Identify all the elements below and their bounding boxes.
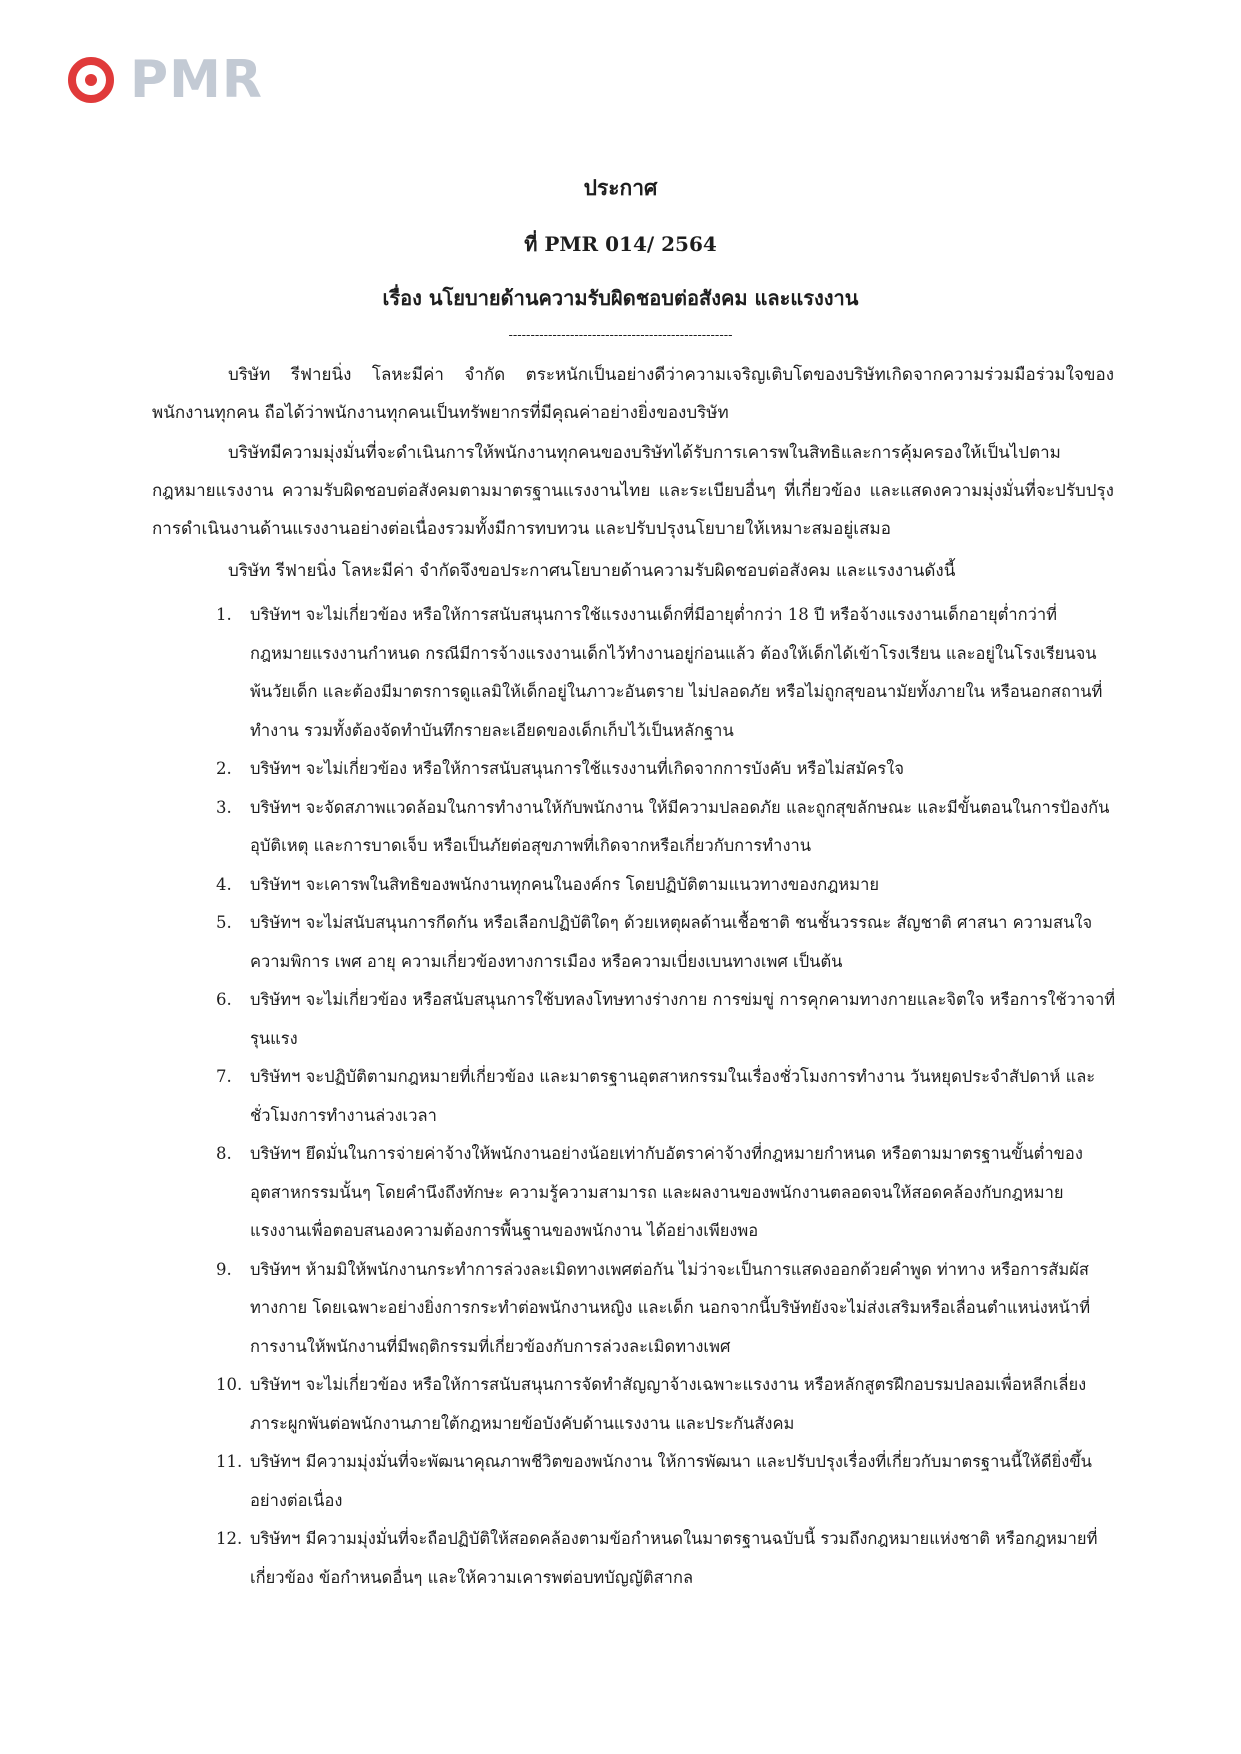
- announcement-number: ที่ PMR 014/ 2564: [524, 232, 717, 256]
- logo-text: PMR: [130, 50, 263, 110]
- list-item: 4. บริษัทฯ จะเคารพในสิทธิของพนักงานทุกคนในองค์กร โดยปฏิบัติตามแนวทางของกฎหมาย: [216, 874, 879, 894]
- announcement-title: ประกาศ: [583, 175, 658, 200]
- divider-line: ---------------------------------------------------: [508, 328, 733, 343]
- list-item: 5. บริษัทฯ จะไม่สนับสนุนการกีดกัน หรือเลือกปฏิบัติใดๆ ด้วยเหตุผลด้านเชื้อชาติ ชนชั้นวรรณะ สัญชาติ ศาสนา ความสนใจ ความพิการ เพศ อายุ ความเกี่ยวข้องทางการเมือง หรือความเบี่ยงเบนทางเพศ เป็นต้น: [216, 913, 1093, 971]
- intro-paragraph: [152, 356, 1114, 432]
- list-item: 9. บริษัทฯ ห้ามมิให้พนักงานกระทำการล่วงละเมิดทางเพศต่อกัน ไม่ว่าจะเป็นการแสดงออกด้วยคำพูด ท่าทาง หรือการสัมผัสทางกาย โดยเฉพาะอย่างยิ่งการกระทำต่อพนักงานหญิง และเด็ก นอกจากนี้บริษัทยังจะไม่ส่งเสริมหรือเลื่อนตำแหน่งหน้าที่การงานให้พนักงานที่มีพฤติกรรมที่เกี่ยวข้องกับการล่วงละเมิดทางเพศ: [216, 1259, 1091, 1356]
- paragraph-text: บริษัท รีฟายนิ่ง โลหะมีค่า จำกัดจึงขอประกาศนโยบายด้านความรับผิดชอบต่อสังคม และแรงงานดังนี้: [228, 561, 956, 581]
- list-item: 3. บริษัทฯ จะจัดสภาพแวดล้อมในการทำงานให้กับพนักงาน ให้มีความปลอดภัย และถูกสุขลักษณะ และมีขั้นตอนในการป้องกันอุบัติเหตุ และการบาดเจ็บ หรือเป็นภัยต่อสุขภาพที่เกิดจากหรือเกี่ยวกับการทำงาน: [216, 797, 1110, 855]
- list-item: 6. บริษัทฯ จะไม่เกี่ยวข้อง หรือสนับสนุนการใช้บทลงโทษทางร่างกาย การข่มขู่ การคุกคามทางกายและจิตใจ หรือการใช้วาจาที่รุนแรง: [216, 990, 1116, 1048]
- list-item: 8. บริษัทฯ ยึดมั่นในการจ่ายค่าจ้างให้พนักงานอย่างน้อยเท่ากับอัตราค่าจ้างที่กฎหมายกำหนด หรือตามมาตรฐานขั้นต่ำของอุตสาหกรรมนั้นๆ โดยคำนึงถึงทักษะ ความรู้ความสามารถ และผลงานของพนักงานตลอดจนให้สอดคล้องกับกฎหมายแรงงานเพื่อตอบสนองความต้องการพื้นฐานของพนักงาน ได้อย่างเพียงพอ: [216, 1144, 1083, 1240]
- list-item: 1. บริษัทฯ จะไม่เกี่ยวข้อง หรือให้การสนับสนุนการใช้แรงงานเด็กที่มีอายุต่ำกว่า 18 ปี หรือจ้างแรงงานเด็กอายุต่ำกว่าที่กฎหมายแรงงานกำหนด กรณีมีการจ้างแรงงานเด็กไว้ทำงานอยู่ก่อนแล้ว ต้องให้เด็กได้เข้าโรงเรียน และอยู่ในโรงเรียนจนพ้นวัยเด็ก และต้องมีมาตรการดูแลมิให้เด็กอยู่ในภาวะอันตราย ไม่ปลอดภัย หรือไม่ถูกสุขอนามัยทั้งภายใน หรือนอกสถานที่ทำงาน รวมทั้งต้องจัดทำบันทึกรายละเอียดของเด็กเก็บไว้เป็นหลักฐาน: [216, 605, 1103, 740]
- list-item: 11. บริษัทฯ มีความมุ่งมั่นที่จะพัฒนาคุณภาพชีวิตของพนักงาน ให้การพัฒนา และปรับปรุงเรื่องที่เกี่ยวกับมาตรฐานนี้ให้ดียิ่งขึ้นอย่างต่อเนื่อง: [216, 1452, 1092, 1510]
- list-item: 7. บริษัทฯ จะปฏิบัติตามกฎหมายที่เกี่ยวข้อง และมาตรฐานอุตสาหกรรมในเรื่องชั่วโมงการทำงาน วันหยุดประจำสัปดาห์ และชั่วโมงการทำงานล่วงเวลา: [216, 1067, 1096, 1125]
- list-item: 12. บริษัทฯ มีความมุ่งมั่นที่จะถือปฏิบัติให้สอดคล้องตามข้อกำหนดในมาตรฐานฉบับนี้ รวมถึงกฎหมายแห่งชาติ หรือกฎหมายที่เกี่ยวข้อง ข้อกำหนดอื่นๆ และให้ความเคารพต่อบทบัญญัติสากล: [216, 1529, 1098, 1587]
- list-item: 2. บริษัทฯ จะไม่เกี่ยวข้อง หรือให้การสนับสนุนการใช้แรงงานที่เกิดจากการบังคับ หรือไม่สมัครใจ: [216, 759, 904, 778]
- list-item: 10. บริษัทฯ จะไม่เกี่ยวข้อง หรือให้การสนับสนุนการจัดทำสัญญาจ้างเฉพาะแรงงาน หรือหลักสูตรฝึกอบรมปลอมเพื่อหลีกเลี่ยงภาระผูกพันต่อพนักงานภายใต้กฎหมายข้อบังคับด้านแรงงาน และประกันสังคม: [216, 1375, 1087, 1433]
- policy-list: [216, 596, 1116, 1597]
- paragraph-text: บริษัท รีฟายนิ่ง โลหะมีค่า จำกัด ตระหนักเป็นอย่างดีว่าความเจริญเติบโตของบริษัทเกิดจากความร่วมมือร่วมใจของพนักงานทุกคน ถือได้ว่าพนักงานทุกคนเป็นทรัพยากรที่มีคุณค่าอย่างยิ่งของบริษัท: [152, 365, 1114, 423]
- company-logo: [68, 40, 263, 120]
- policy-lead-paragraph: [152, 552, 1114, 590]
- announcement-subject: เรื่อง นโยบายด้านความรับผิดชอบต่อสังคม และแรงงาน: [382, 286, 859, 310]
- logo-circle-icon: [68, 57, 114, 103]
- paragraph-text: บริษัทมีความมุ่งมั่นที่จะดำเนินการให้พนักงานทุกคนของบริษัทได้รับการเคารพในสิทธิและการคุ้มครองให้เป็นไปตามกฎหมายแรงงาน ความรับผิดชอบต่อสังคมตามมาตรฐานแรงงานไทย และระเบียบอื่นๆ ที่เกี่ยวข้อง และแสดงความมุ่งมั่นที่จะปรับปรุงการดำเนินงานด้านแรงงานอย่างต่อเนื่องรวมทั้งมีการทบทวน และปรับปรุงนโยบายให้เหมาะสมอยู่เสมอ: [152, 443, 1114, 539]
- commitment-paragraph: [152, 434, 1114, 548]
